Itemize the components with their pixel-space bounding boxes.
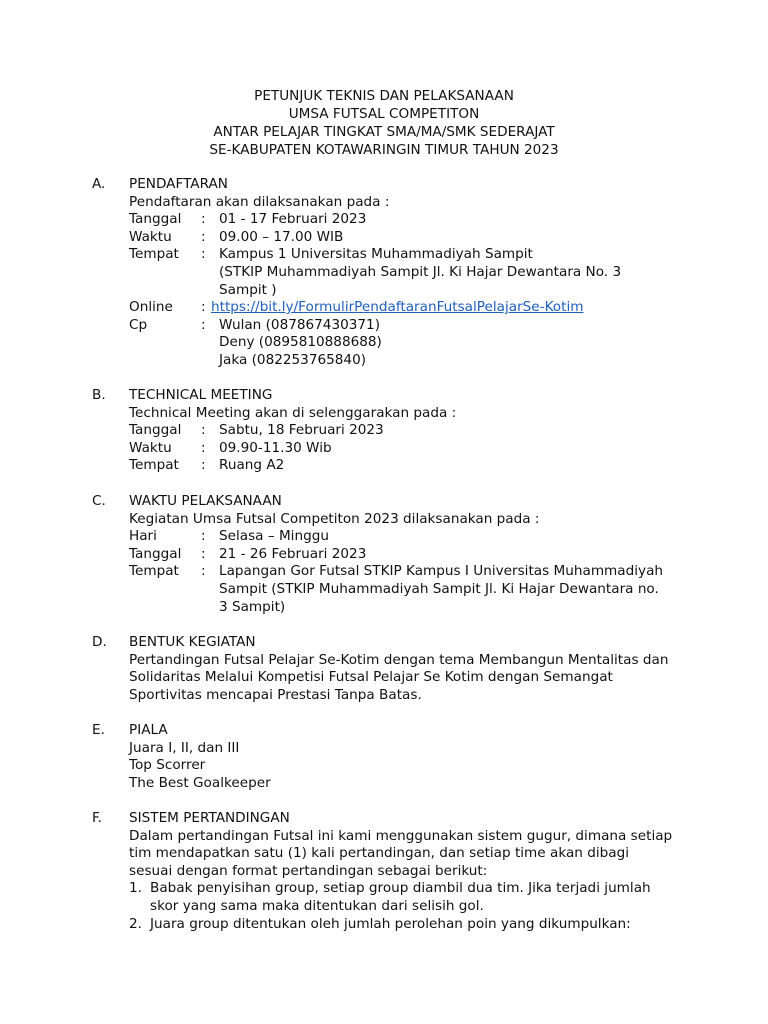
section-letter: C. [92,493,106,509]
contact-person: Deny (0895810888688) [219,334,382,351]
paragraph-line: Solidaritas Melalui Kompetisi Futsal Pelajar Se Kotim dengan Semangat [129,669,613,686]
section-title: BENTUK KEGIATAN [129,634,256,650]
title-line-2: UMSA FUTSAL COMPETITON [288,106,480,122]
row-value: Sampit (STKIP Muhammadiyah Sampit Jl. Ki Hajar Dewantara no. [219,580,659,597]
row-tanggal [129,211,674,229]
list-text: Juara group ditentukan oleh jumlah perolehan poin yang dikumpulkan: [150,915,631,932]
title-line-4: SE-KABUPATEN KOTAWARINGIN TIMUR TAHUN 2023 [209,142,559,158]
section-intro: Technical Meeting akan di selenggarakan pada : [129,404,457,421]
list-number: 2. [129,915,142,932]
trophy-item: Top Scorrer [129,757,206,774]
paragraph-line: Sportivitas mencapai Prestasi Tanpa Batas. [129,686,422,703]
row-colon: : [201,528,206,545]
section-title: TECHNICAL MEETING [129,387,273,403]
row-label: Online [129,299,173,316]
section-title: PENDAFTARAN [129,176,228,192]
row-value: 21 - 26 Februari 2023 [219,545,367,562]
title-line-3: ANTAR PELAJAR TINGKAT SMA/MA/SMK SEDERAJAT [213,124,555,140]
section-letter: B. [92,387,106,403]
row-label: Tempat [129,563,179,580]
row-label: Tempat [129,246,179,263]
section-heading [92,387,674,405]
row-tempat [129,246,674,299]
section-letter: E. [92,722,105,738]
section-letter: D. [92,634,107,650]
row-colon: : [201,246,206,263]
row-cp [129,317,674,370]
row-value: Ruang A2 [219,457,285,474]
row-online [129,299,674,317]
paragraph-line: Dalam pertandingan Futsal ini kami menggunakan sistem gugur, dimana setiap [129,827,673,844]
row-label: Hari [129,528,157,545]
contact-person: Jaka (082253765840) [219,351,367,368]
title-line-1: PETUNJUK TEKNIS DAN PELAKSANAAN [254,88,514,104]
row-value: 09.00 – 17.00 WIB [219,228,344,245]
row-label: Tanggal [129,545,182,562]
row-tanggal [129,546,674,564]
row-label: Cp [129,316,148,333]
list-text: Babak penyisihan group, setiap group diambil dua tim. Jika terjadi jumlah [150,880,651,897]
section-pendaftaran [92,176,674,370]
list-item [129,916,674,934]
paragraph-line: tim mendapatkan satu (1) kali pertandingan, dan setiap time akan dibagi [129,845,629,862]
section-heading [92,634,674,652]
row-colon: : [201,439,206,456]
section-technical-meeting [92,387,674,475]
section-sistem-pertandingan [92,810,674,933]
section-intro: Kegiatan Umsa Futsal Competiton 2023 dilaksanakan pada : [129,510,540,527]
row-label: Waktu [129,228,172,245]
row-tempat [129,457,674,475]
list-text: skor yang sama maka ditentukan dari selisih gol. [150,897,484,914]
section-bentuk-kegiatan [92,634,674,704]
row-value: 09.90-11.30 Wib [219,439,332,456]
row-label: Tempat [129,457,179,474]
row-waktu [129,440,674,458]
row-colon: : [201,211,206,228]
row-hari [129,528,674,546]
section-piala [92,722,674,792]
section-title: PIALA [129,722,168,738]
section-intro: Pendaftaran akan dilaksanakan pada : [129,193,390,210]
list-item [129,880,674,915]
row-tanggal [129,422,674,440]
section-waktu-pelaksanaan [92,493,674,616]
row-value: Sabtu, 18 Februari 2023 [219,422,384,439]
row-value: Lapangan Gor Futsal STKIP Kampus I Universitas Muhammadiyah [219,563,664,580]
row-label: Waktu [129,439,172,456]
trophy-item: The Best Goalkeeper [129,774,271,791]
section-letter: A. [92,176,106,192]
section-title: SISTEM PERTANDINGAN [129,810,290,826]
row-colon: : [201,422,206,439]
row-colon: : [201,316,206,333]
row-label: Tanggal [129,422,182,439]
section-heading [92,176,674,194]
paragraph-line: sesuai dengan format pertandingan sebagai berikut: [129,862,488,879]
paragraph-line: Pertandingan Futsal Pelajar Se-Kotim dengan tema Membangun Mentalitas dan [129,651,669,668]
section-title: WAKTU PELAKSANAAN [129,493,282,509]
section-heading [92,722,674,740]
document-title [0,88,768,160]
row-value: Selasa – Minggu [219,528,329,545]
contact-person: Wulan (087867430371) [219,316,381,333]
row-colon: : [201,457,206,474]
list-number: 1. [129,880,142,897]
registration-form-link[interactable]: https://bit.ly/FormulirPendaftaranFutsalPelajarSe-Kotim [211,299,584,316]
section-letter: F. [92,810,102,826]
row-colon: : [201,563,206,580]
row-value: (STKIP Muhammadiyah Sampit Jl. Ki Hajar Dewantara No. 3 [219,263,622,280]
section-heading [92,810,674,828]
row-colon: : [201,545,206,562]
row-value: 01 - 17 Februari 2023 [219,211,367,228]
trophy-item: Juara I, II, dan III [129,739,240,756]
row-value: Kampus 1 Universitas Muhammadiyah Sampit [219,246,533,263]
section-heading [92,493,674,511]
row-colon: : [201,299,206,316]
row-waktu [129,229,674,247]
row-colon: : [201,228,206,245]
row-value: 3 Sampit) [219,598,286,615]
row-value: Sampit ) [219,281,277,298]
row-tempat [129,563,674,616]
row-label: Tanggal [129,211,182,228]
